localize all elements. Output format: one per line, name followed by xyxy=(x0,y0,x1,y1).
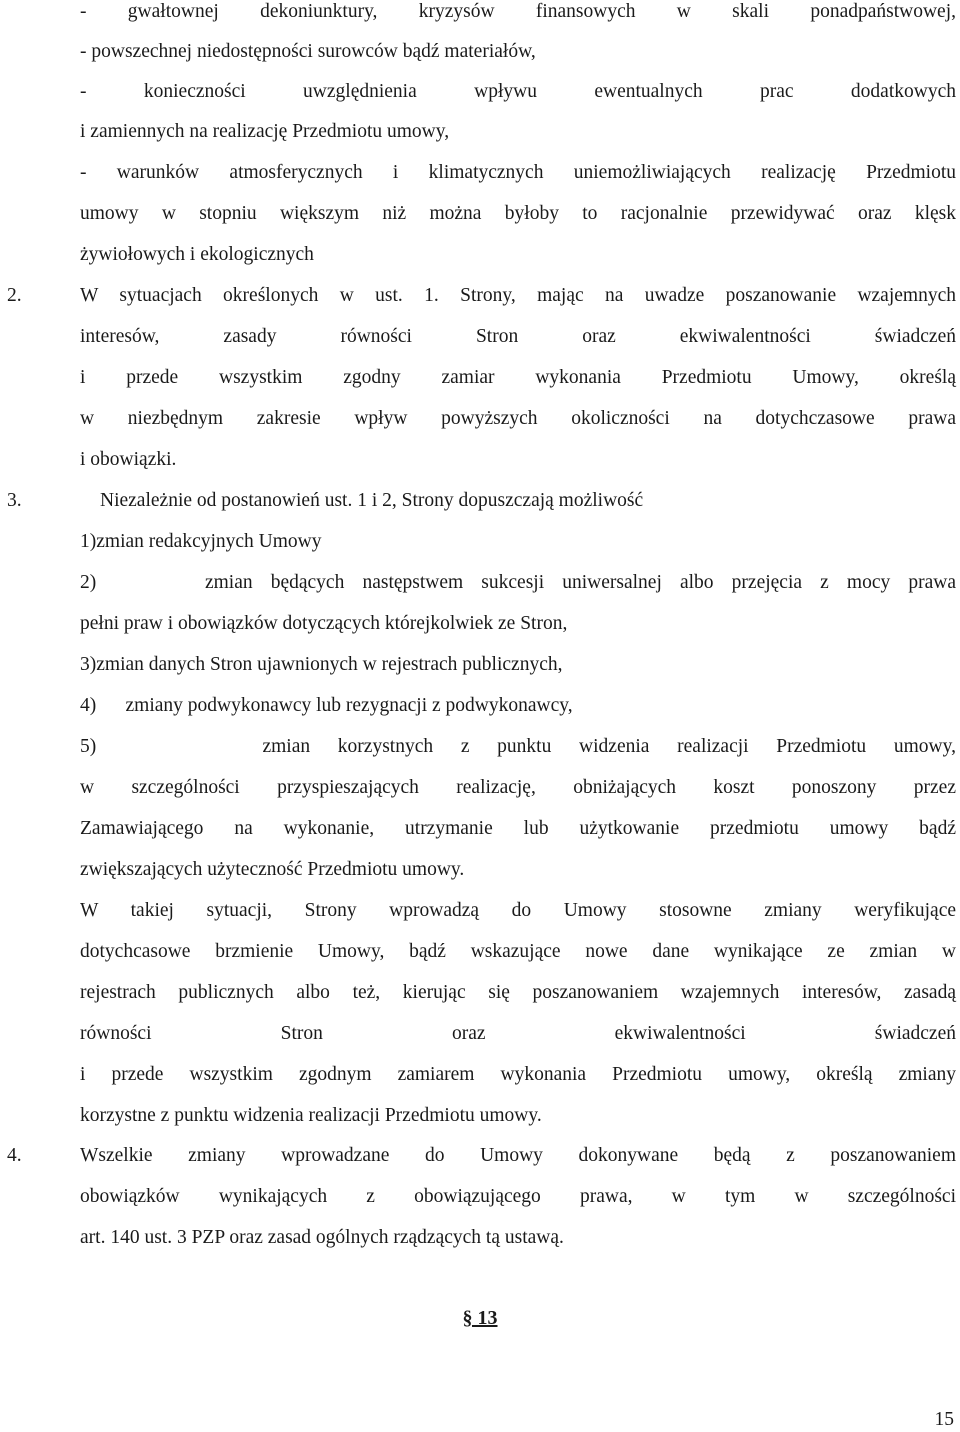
body-line: 3)zmian danych Stron ujawnionych w rejestrach publicznych, xyxy=(80,654,563,675)
body-line: 1)zmian redakcyjnych Umowy xyxy=(80,531,322,552)
page-number: 15 xyxy=(934,1409,954,1430)
body-line: obowiązków wynikających z obowiązującego prawa, w tym w szczególności xyxy=(80,1186,956,1207)
section-heading-text: § 13 xyxy=(462,1307,498,1329)
body-line: w niezbędnym zakresie wpływ powyższych okoliczności na dotychczasowe prawa xyxy=(80,408,956,429)
body-line: dotychcasowe brzmienie Umowy, bądź wskazujące nowe dane wynikające ze zmian w xyxy=(80,941,956,962)
body-line: zwiększających użyteczność Przedmiotu umowy. xyxy=(80,859,465,880)
body-line: W sytuacjach określonych w ust. 1. Strony, mając na uwadze poszanowanie wzajemnych xyxy=(80,285,956,306)
body-line: umowy w stopniu większym niż można byłoby to racjonalnie przewidywać oraz klęsk xyxy=(80,203,956,224)
body-line: 2) zmian będących następstwem sukcesji uniwersalnej albo przejęcia z mocy prawa xyxy=(80,572,956,593)
body-line: W takiej sytuacji, Strony wprowadzą do Umowy stosowne zmiany weryfikujące xyxy=(80,900,956,921)
body-line: - powszechnej niedostępności surowców bądź materiałów, xyxy=(80,41,536,62)
body-line: Zamawiającego na wykonanie, utrzymanie lub użytkowanie przedmiotu umowy bądź xyxy=(80,818,956,839)
body-line: 4) zmiany podwykonawcy lub rezygnacji z podwykonawcy, xyxy=(80,695,573,716)
body-line: rejestrach publicznych albo też, kierując się poszanowaniem wzajemnych interesów, zasadą xyxy=(80,982,956,1003)
item-number: 4. xyxy=(7,1145,22,1166)
body-line: w szczególności przyspieszających realizację, obniżających koszt ponoszony przez xyxy=(80,777,956,798)
body-line: i przede wszystkim zgodny zamiar wykonania Przedmiotu Umowy, określą xyxy=(80,367,956,388)
body-line: - konieczności uwzględnienia wpływu ewentualnych prac dodatkowych xyxy=(80,81,956,102)
section-heading xyxy=(0,1306,960,1330)
body-line: interesów, zasady równości Stron oraz ekwiwalentności świadczeń xyxy=(80,326,956,347)
body-line: art. 140 ust. 3 PZP oraz zasad ogólnych rządzących tą ustawą. xyxy=(80,1227,564,1248)
body-line: - warunków atmosferycznych i klimatycznych uniemożliwiających realizację Przedmiotu xyxy=(80,162,956,183)
body-line: Wszelkie zmiany wprowadzane do Umowy dokonywane będą z poszanowaniem xyxy=(80,1145,956,1166)
body-line: korzystne z punktu widzenia realizacji Przedmiotu umowy. xyxy=(80,1105,542,1126)
item-number: 2. xyxy=(7,285,22,306)
body-line: żywiołowych i ekologicznych xyxy=(80,244,314,265)
body-line: pełni praw i obowiązków dotyczących którejkolwiek ze Stron, xyxy=(80,613,568,634)
body-line: i przede wszystkim zgodnym zamiarem wykonania Przedmiotu umowy, określą zmiany xyxy=(80,1064,956,1085)
body-line: i zamiennych na realizację Przedmiotu umowy, xyxy=(80,121,450,142)
body-line: - gwałtownej dekoniunktury, kryzysów finansowych w skali ponadpaństwowej, xyxy=(80,1,956,22)
body-line: 5) zmian korzystnych z punktu widzenia realizacji Przedmiotu umowy, xyxy=(80,736,956,757)
body-line: Niezależnie od postanowień ust. 1 i 2, Strony dopuszczają możliwość xyxy=(100,490,644,511)
item-number: 3. xyxy=(7,490,22,511)
body-line: równości Stron oraz ekwiwalentności świadczeń xyxy=(80,1023,956,1044)
body-line: i obowiązki. xyxy=(80,449,177,470)
